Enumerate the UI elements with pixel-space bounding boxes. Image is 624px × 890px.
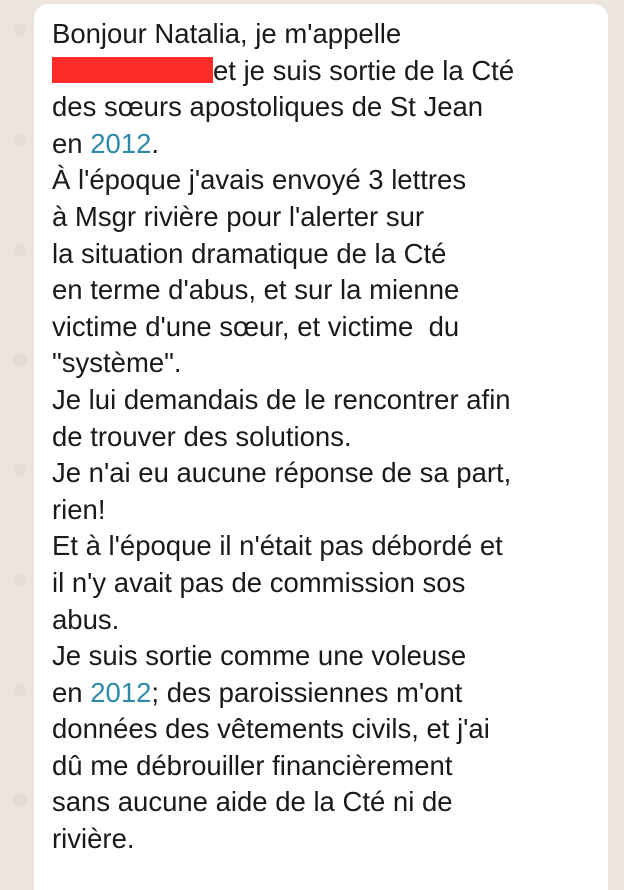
redacted-name (52, 57, 213, 83)
message-line: en 2012; des paroissiennes m'ont (52, 676, 463, 708)
message-line: Je n'ai eu aucune réponse de sa part, (52, 457, 512, 489)
message-line: à Msgr rivière pour l'alerter sur (52, 200, 425, 232)
message-line: données des vêtements civils, et j'ai (52, 713, 490, 745)
message-bubble[interactable] (34, 4, 608, 890)
message-line: de trouver des solutions. (52, 420, 352, 452)
message-line: en terme d'abus, et sur la mienne (52, 274, 460, 306)
message-line: sans aucune aide de la Cté ni de (52, 786, 453, 818)
year-link[interactable]: 2012 (90, 127, 152, 159)
message-line: des sœurs apostoliques de St Jean (52, 91, 484, 123)
message-line: Et à l'époque il n'était pas débordé et (52, 530, 503, 562)
message-line: la situation dramatique de la Cté (52, 237, 447, 269)
message-line: il n'y avait pas de commission sos (52, 566, 466, 598)
message-line: À l'époque j'avais envoyé 3 lettres (52, 164, 467, 196)
message-line: rivière. (52, 823, 135, 855)
message-line: Bonjour Natalia, je m'appelle (52, 18, 402, 49)
message-line: en 2012. (52, 127, 160, 159)
message-line: Je lui demandais de le rencontrer afin (52, 383, 511, 415)
message-line: Je suis sortie comme une voleuse (52, 640, 467, 672)
message-line: rien! (52, 493, 106, 525)
message-line: dû me débrouiller financièrement (52, 749, 453, 781)
message-line: "système". (52, 347, 182, 379)
message-line: et je suis sortie de la Cté (52, 53, 594, 90)
year-link[interactable]: 2012 (90, 676, 152, 708)
message-line: victime d'une sœur, et victime du (52, 310, 460, 342)
message-line: abus. (52, 603, 120, 635)
